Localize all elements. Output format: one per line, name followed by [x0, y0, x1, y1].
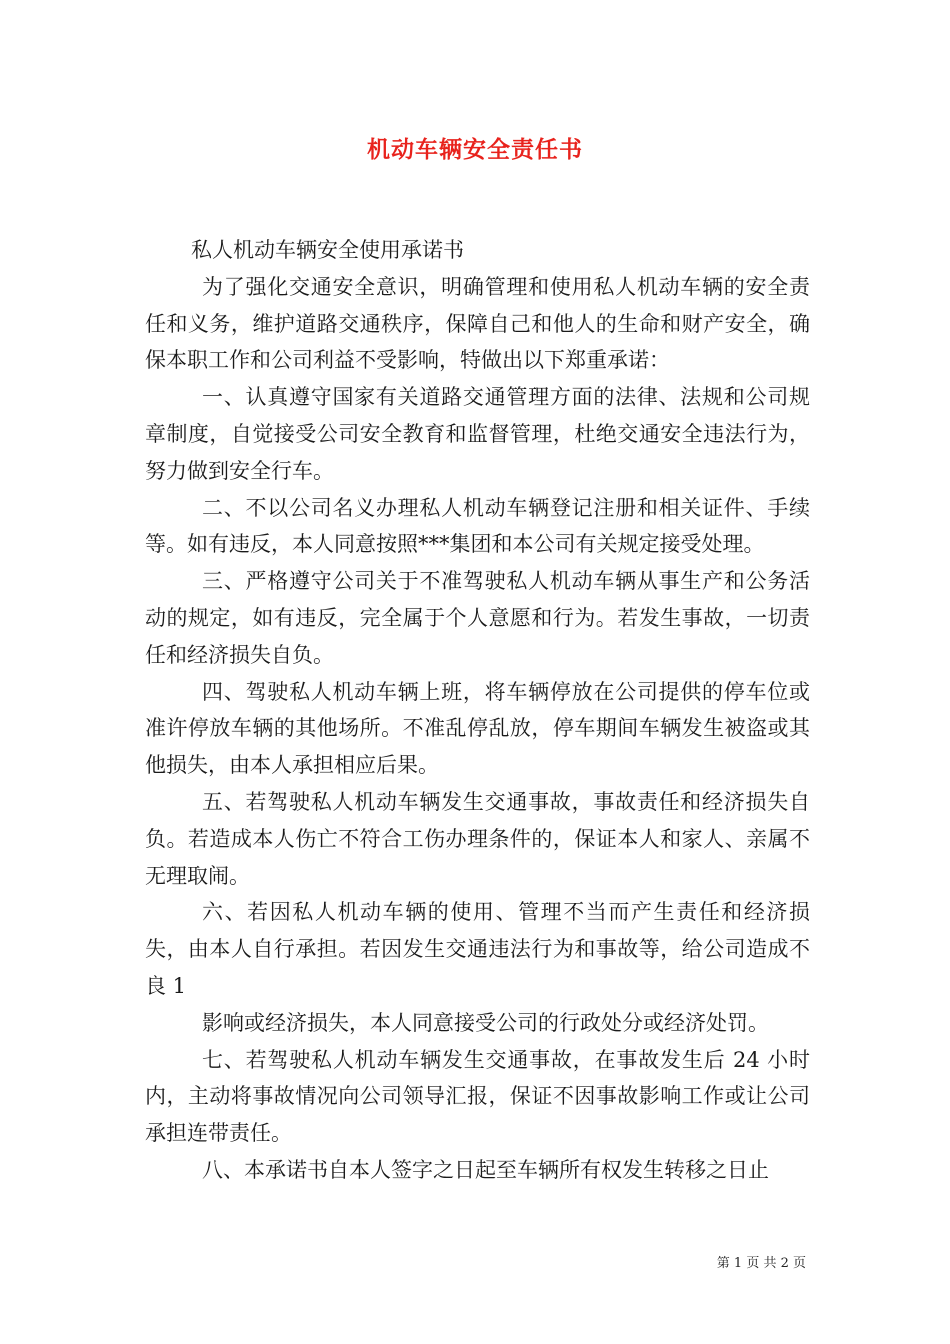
document-body — [145, 232, 810, 1189]
paragraph-intro: 为了强化交通安全意识，明确管理和使用私人机动车辆的安全责任和义务，维护道路交通秩序，保障自己和他人的生命和财产安全，确保本职工作和公司利益不受影响，特做出以下郑重承诺： — [145, 274, 810, 373]
paragraph-item-5: 五、若驾驶私人机动车辆发生交通事故，事故责任和经济损失自负。若造成本人伤亡不符合工伤办理条件的，保证本人和家人、亲属不无理取闹。 — [145, 789, 810, 888]
paragraph-item-6-continued: 影响或经济损失，本人同意接受公司的行政处分或经济处罚。 — [202, 1010, 769, 1035]
document-subtitle: 私人机动车辆安全使用承诺书 — [191, 238, 464, 262]
paragraph-item-8: 八、本承诺书自本人签字之日起至车辆所有权发生转移之日止 — [202, 1157, 769, 1182]
page-number: 第 1 页 共 2 页 — [716, 1256, 806, 1271]
paragraph-item-2: 二、不以公司名义办理私人机动车辆登记注册和相关证件、手续等。如有违反，本人同意按照***集团和本公司有关规定接受处理。 — [145, 495, 810, 557]
paragraph-item-3: 三、严格遵守公司关于不准驾驶私人机动车辆从事生产和公务活动的规定，如有违反，完全属于个人意愿和行为。若发生事故，一切责任和经济损失自负。 — [145, 569, 810, 667]
paragraph-item-1: 一、认真遵守国家有关道路交通管理方面的法律、法规和公司规章制度，自觉接受公司安全教育和监督管理，杜绝交通安全违法行为，努力做到安全行车。 — [145, 385, 810, 483]
paragraph-item-7: 七、若驾驶私人机动车辆发生交通事故，在事故发生后 24 小时内，主动将事故情况向公司领导汇报，保证不因事故影响工作或让公司承担连带责任。 — [145, 1047, 810, 1146]
paragraph-item-6: 六、若因私人机动车辆的使用、管理不当而产生责任和经济损失，由本人自行承担。若因发生交通违法行为和事故等，给公司造成不良 1 — [145, 900, 810, 998]
paragraph-item-4: 四、驾驶私人机动车辆上班，将车辆停放在公司提供的停车位或准许停放车辆的其他场所。不准乱停乱放，停车期间车辆发生被盗或其他损失，由本人承担相应后果。 — [145, 679, 810, 778]
document-title: 机动车辆安全责任书 — [367, 136, 583, 163]
